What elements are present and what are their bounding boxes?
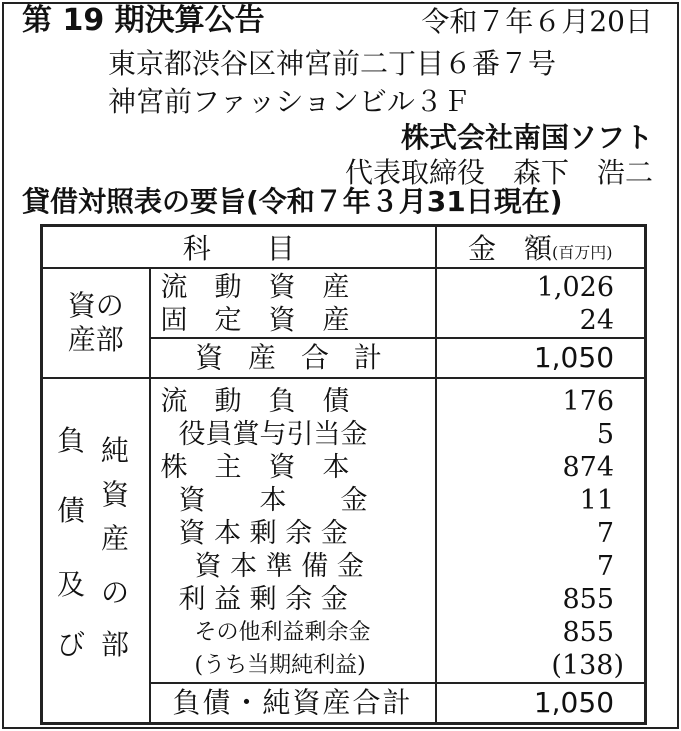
notice-date: 令和７年６月20日 (421, 5, 653, 38)
liab-item-value: 7 (596, 518, 615, 549)
current-assets-value: 1,026 (536, 272, 615, 303)
column-amount-label: 金 額 (468, 232, 553, 265)
liab-char-6: 及 (57, 568, 86, 601)
assets-total-value: 1,050 (436, 338, 646, 378)
liabilities-section (42, 378, 646, 683)
liab-char-7: の (101, 576, 130, 609)
liab-char-2: 純 (101, 434, 130, 467)
table-header-row (42, 226, 646, 269)
assets-category (42, 268, 150, 378)
liab-item-label: 株 主 資 本 (160, 452, 350, 483)
current-assets-label: 流 動 資 産 (160, 272, 350, 303)
liab-item-label: 利 益 剰 余 金 (178, 584, 348, 615)
liabilities-items (150, 378, 436, 683)
liab-char-1: 負 (57, 424, 86, 457)
liab-char-4: 債 (57, 494, 86, 527)
fixed-assets-label: 固 定 資 産 (160, 305, 350, 336)
company-name: 株式会社南国ソフト (400, 121, 653, 154)
liab-item-label: (うち当期純利益) (194, 653, 366, 678)
representative: 代表取締役 森下 浩二 (344, 156, 653, 189)
liab-item-value: 855 (562, 584, 615, 615)
address-line-1: 東京都渋谷区神宮前二丁目６番７号 (108, 47, 557, 80)
address-line-2: 神宮前ファッションビル３Ｆ (108, 85, 471, 118)
column-unit-label: (百万円) (552, 243, 613, 262)
assets-category-line2: 産部 (67, 323, 124, 356)
liab-item-label: その他利益剰余金 (194, 620, 371, 645)
liab-item-value: 11 (579, 485, 615, 516)
liab-item-label: 資 本 剰 余 金 (178, 518, 348, 549)
liab-item-label: 役員賞与引当金 (178, 419, 368, 450)
liabilities-total-value: 1,050 (436, 683, 646, 724)
assets-section (42, 268, 646, 338)
liab-item-value: (138) (551, 650, 625, 681)
liabilities-amounts (436, 378, 646, 683)
liab-item-value: 176 (562, 386, 615, 417)
column-subject-header: 科 目 (42, 226, 436, 269)
liabilities-category (42, 378, 150, 724)
liab-char-5: 産 (101, 522, 130, 555)
liab-item-label: 資 本 金 (178, 485, 368, 516)
liab-char-8: び (57, 628, 86, 661)
fixed-assets-value: 24 (579, 305, 615, 336)
assets-items (150, 268, 436, 338)
notice-heading: 第 19 期決算公告 (22, 3, 265, 38)
liabilities-total-label: 負債・純資産合計 (150, 683, 436, 724)
balance-sheet-table (40, 224, 647, 725)
liab-item-value: 855 (562, 617, 615, 648)
liab-char-3: 資 (101, 478, 130, 511)
liab-item-value: 874 (562, 452, 615, 483)
assets-category-line1: 資の (67, 289, 124, 323)
liab-item-label: 資 本 準 備 金 (194, 551, 364, 582)
column-amount-header (436, 226, 646, 269)
assets-amounts (436, 268, 646, 338)
liab-item-value: 7 (596, 551, 615, 582)
liab-item-value: 5 (596, 419, 615, 450)
liab-char-9: 部 (101, 628, 130, 661)
balance-sheet-title: 貸借対照表の要旨(令和７年３月31日現在) (22, 185, 563, 218)
assets-total-label: 資 産 合 計 (150, 338, 436, 378)
liab-item-label: 流 動 負 債 (160, 386, 350, 417)
